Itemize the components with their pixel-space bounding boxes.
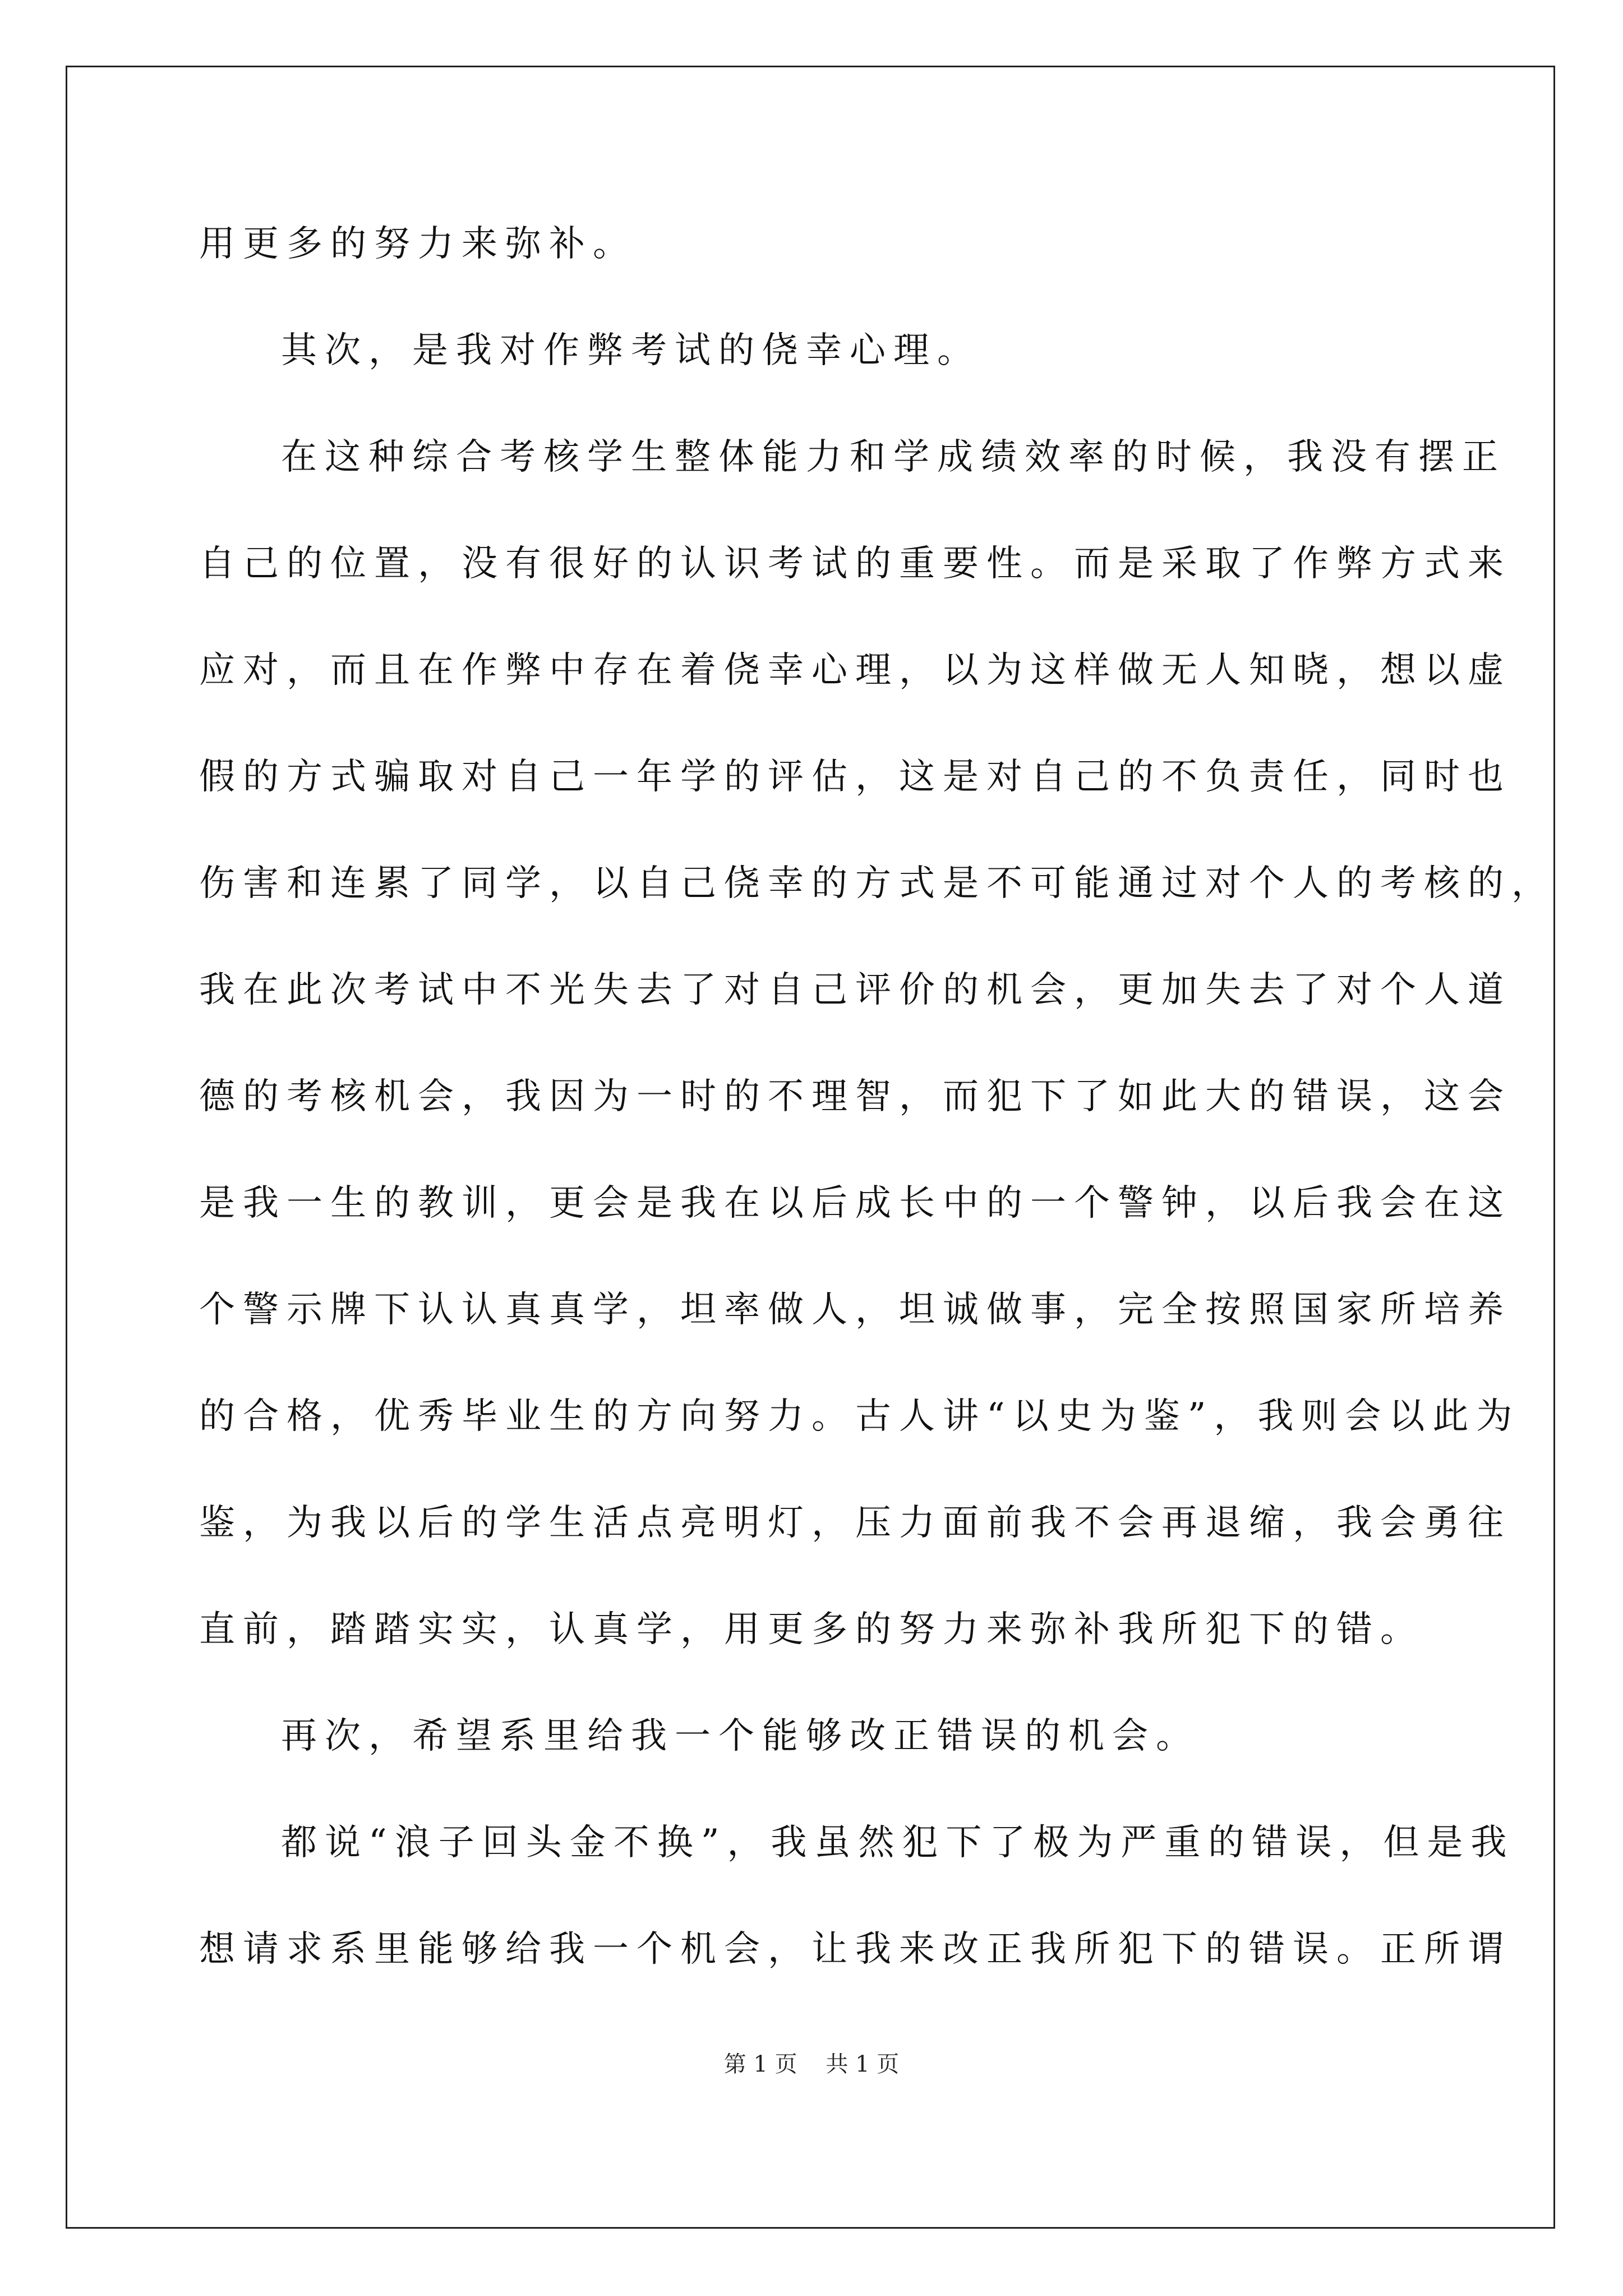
text-line: 伤害和连累了同学，以自己侥幸的方式是不可能通过对个人的考核的， xyxy=(199,863,1555,904)
text-line: 应对，而且在作弊中存在着侥幸心理，以为这样做无人知晓，想以虚 xyxy=(199,650,1511,691)
document-body xyxy=(199,210,1555,2022)
text-line: 都说“浪子回头金不换”，我虽然犯下了极为严重的错误，但是我 xyxy=(281,1822,1515,1864)
text-line: 在这种综合考核学生整体能力和学成绩效率的时候，我没有摆正 xyxy=(281,436,1506,478)
text-line: 是我一生的教训，更会是我在以后成长中的一个警钟，以后我会在这 xyxy=(199,1182,1511,1224)
text-line: 的合格，优秀毕业生的方向努力。古人讲“以史为鉴”，我则会以此为 xyxy=(199,1396,1520,1437)
text-line: 想请求系里能够给我一个机会，让我来改正我所犯下的错误。正所谓 xyxy=(199,1929,1511,1970)
text-line: 鉴，为我以后的学生活点亮明灯，压力面前我不会再退缩，我会勇往 xyxy=(199,1502,1511,1544)
text-line: 个警示牌下认认真真学，坦率做人，坦诚做事，完全按照国家所培养 xyxy=(199,1289,1511,1331)
text-line: 直前，踏踏实实，认真学，用更多的努力来弥补我所犯下的错。 xyxy=(199,1609,1424,1650)
text-line: 德的考核机会，我因为一时的不理智，而犯下了如此大的错误，这会 xyxy=(199,1076,1511,1117)
text-line: 其次，是我对作弊考试的侥幸心理。 xyxy=(281,330,981,371)
text-line: 再次，希望系里给我一个能够改正错误的机会。 xyxy=(281,1715,1200,1757)
page-number-footer: 第 1 页 共 1 页 xyxy=(723,2051,900,2077)
text-line: 我在此次考试中不光失去了对自己评价的机会，更加失去了对个人道 xyxy=(199,969,1511,1011)
text-line: 自己的位置，没有很好的认识考试的重要性。而是采取了作弊方式来 xyxy=(199,543,1511,585)
text-line: 假的方式骗取对自己一年学的评估，这是对自己的不负责任，同时也 xyxy=(199,756,1511,798)
text-line: 用更多的努力来弥补。 xyxy=(199,223,637,265)
